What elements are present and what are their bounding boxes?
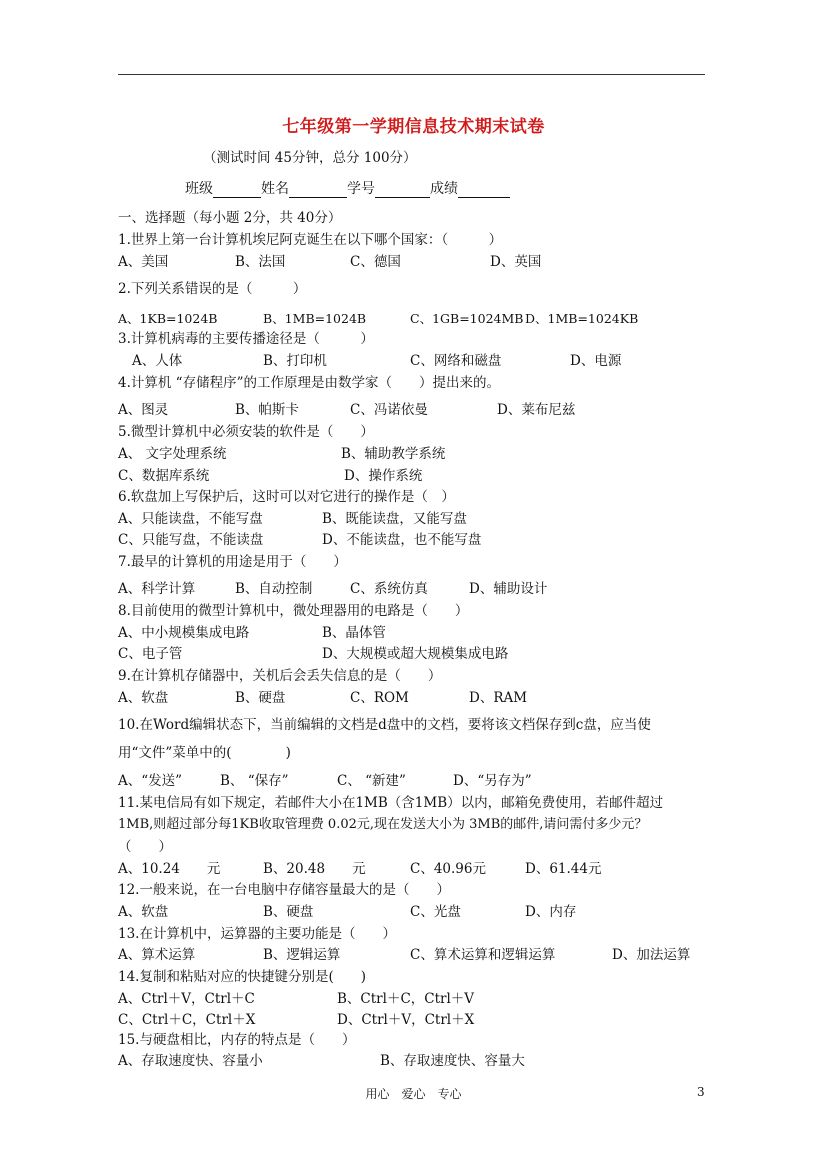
score-label: 成绩	[430, 181, 458, 197]
q7-option-c[interactable]: C、系统仿真	[350, 581, 428, 597]
q8-option-a[interactable]: A、中小规模集成电路	[118, 625, 250, 641]
q12-option-d[interactable]: D、内存	[525, 904, 577, 920]
q8-option-b[interactable]: B、晶体管	[322, 625, 386, 641]
q7-option-a[interactable]: A、科学计算	[118, 581, 196, 597]
q4-option-a[interactable]: A、图灵	[118, 402, 169, 418]
question-7-stem: 7.最早的计算机的用途是用于（ ）	[118, 554, 347, 570]
q1-option-d[interactable]: D、英国	[490, 254, 542, 270]
exam-title: 七年级第一学期信息技术期末试卷	[282, 117, 545, 137]
question-10-stem: 10.在Word编辑状态下，当前编辑的文档是d盘中的文档，要将该文档保存到c盘，应当使	[118, 717, 651, 733]
q11-option-a[interactable]: A、10.24 元	[118, 861, 221, 877]
q15-option-a[interactable]: A、存取速度快、容量小	[118, 1053, 263, 1069]
q1-option-b[interactable]: B、法国	[235, 254, 286, 270]
header-rule	[118, 74, 705, 75]
name-blank[interactable]	[289, 183, 347, 198]
q9-option-d[interactable]: D、RAM	[469, 690, 528, 706]
q15-option-b[interactable]: B、存取速度快、容量大	[380, 1053, 525, 1069]
q6-option-d[interactable]: D、不能读盘，也不能写盘	[322, 532, 482, 548]
exam-subtitle: （测试时间 45分钟，总分 100分）	[203, 150, 417, 166]
id-blank[interactable]	[375, 183, 430, 198]
q2-option-a[interactable]: A、1KB=1024B	[118, 311, 218, 326]
q2-option-d[interactable]: D、1MB=1024KB	[525, 311, 639, 326]
q2-option-c[interactable]: C、1GB=1024MB	[410, 311, 524, 326]
q4-option-b[interactable]: B、帕斯卡	[235, 402, 299, 418]
question-11-stem-paren: （ ）	[118, 839, 172, 855]
question-13-stem: 13.在计算机中，运算器的主要功能是（ ）	[118, 926, 396, 942]
question-12-stem: 12.一般来说，在一台电脑中存储容量最大的是（ ）	[118, 882, 450, 898]
question-8-stem: 8.目前使用的微型计算机中，微处理器用的电路是（ ）	[118, 603, 469, 619]
q9-option-a[interactable]: A、软盘	[118, 690, 169, 706]
q3-option-d[interactable]: D、电源	[570, 353, 622, 369]
question-2-stem: 2.下列关系错误的是（ ）	[118, 281, 307, 297]
class-label: 班级	[185, 181, 213, 197]
q5-option-a[interactable]: A、 文字处理系统	[118, 446, 227, 462]
question-15-stem: 15.与硬盘相比，内存的特点是（ ）	[118, 1032, 356, 1048]
q10-option-d[interactable]: D、“另存为”	[453, 773, 532, 789]
q4-option-d[interactable]: D、莱布尼兹	[497, 402, 576, 418]
id-label: 学号	[347, 181, 375, 197]
q13-option-c[interactable]: C、算术运算和逻辑运算	[410, 947, 556, 963]
q14-option-b[interactable]: B、Ctrl＋C，Ctrl＋V	[337, 991, 475, 1007]
question-1-stem: 1.世界上第一台计算机埃尼阿克诞生在以下哪个国家：（ ）	[118, 232, 503, 248]
q13-option-a[interactable]: A、算术运算	[118, 947, 196, 963]
page-footer: 用心 爱心 专心	[365, 1087, 462, 1101]
q6-option-b[interactable]: B、既能读盘，又能写盘	[322, 511, 467, 527]
q14-option-a[interactable]: A、Ctrl＋V，Ctrl＋C	[118, 991, 255, 1007]
q3-option-b[interactable]: B、打印机	[263, 353, 327, 369]
q12-option-b[interactable]: B、硬盘	[263, 904, 314, 920]
q5-option-b[interactable]: B、辅助教学系统	[341, 446, 446, 462]
q7-option-d[interactable]: D、辅助设计	[469, 581, 548, 597]
q12-option-a[interactable]: A、软盘	[118, 904, 169, 920]
q13-option-d[interactable]: D、加法运算	[612, 947, 691, 963]
q10-option-b[interactable]: B、 “保存”	[220, 773, 289, 789]
q11-option-b[interactable]: B、20.48 元	[263, 861, 366, 877]
q5-option-c[interactable]: C、数据库系统	[118, 468, 210, 484]
question-9-stem: 9.在计算机存储器中，关机后会丢失信息的是（ ）	[118, 668, 442, 684]
question-4-stem: 4.计算机 “存储程序”的工作原理是由数学家（ ）提出来的。	[118, 375, 500, 391]
question-11-stem: 11.某电信局有如下规定，若邮件大小在1MB（含1MB）以内，邮箱免费使用，若邮件超过	[118, 795, 664, 811]
q12-option-c[interactable]: C、光盘	[410, 904, 461, 920]
q7-option-b[interactable]: B、自动控制	[235, 581, 313, 597]
q3-option-c[interactable]: C、网络和磁盘	[410, 353, 502, 369]
q8-option-c[interactable]: C、电子管	[118, 646, 183, 662]
q11-option-d[interactable]: D、61.44元	[525, 861, 602, 877]
q9-option-c[interactable]: C、ROM	[350, 690, 409, 706]
name-label: 姓名	[261, 181, 289, 197]
q9-option-b[interactable]: B、硬盘	[235, 690, 286, 706]
q14-option-c[interactable]: C、Ctrl＋C，Ctrl＋X	[118, 1012, 256, 1028]
q6-option-c[interactable]: C、只能写盘，不能读盘	[118, 532, 264, 548]
page-number: 3	[697, 1085, 705, 1099]
question-6-stem: 6.软盘加上写保护后，这时可以对它进行的操作是（ ）	[118, 489, 455, 505]
q3-option-a[interactable]: A、人体	[132, 353, 183, 369]
q5-option-d[interactable]: D、操作系统	[344, 468, 423, 484]
q6-option-a[interactable]: A、只能读盘，不能写盘	[118, 511, 263, 527]
q1-option-c[interactable]: C、德国	[350, 254, 401, 270]
q4-option-c[interactable]: C、冯诺依曼	[350, 402, 428, 418]
question-11-stem-cont: 1MB,则超过部分每1KB收取管理费 0.02元,现在发送大小为 3MB的邮件,请问需付多少元？	[118, 817, 648, 832]
question-14-stem: 14.复制和粘贴对应的快捷键分别是( )	[118, 969, 367, 985]
section-heading: 一、选择题（每小题 2分，共 40分）	[118, 210, 342, 226]
q10-option-c[interactable]: C、 “新建”	[337, 773, 406, 789]
q1-option-a[interactable]: A、美国	[118, 254, 169, 270]
question-5-stem: 5.微型计算机中必须安装的软件是（ ）	[118, 424, 374, 440]
q13-option-b[interactable]: B、逻辑运算	[263, 947, 341, 963]
question-3-stem: 3.计算机病毒的主要传播途径是（ ）	[118, 331, 374, 347]
score-blank[interactable]	[458, 183, 510, 198]
class-blank[interactable]	[213, 183, 261, 198]
q14-option-d[interactable]: D、Ctrl＋V，Ctrl＋X	[337, 1012, 475, 1028]
q10-option-a[interactable]: A、“发送”	[118, 773, 183, 789]
q2-option-b[interactable]: B、1MB=1024B	[263, 311, 367, 326]
student-info-row	[185, 178, 510, 198]
question-10-stem-cont: 用“文件”菜单中的( )	[118, 745, 291, 761]
q8-option-d[interactable]: D、大规模或超大规模集成电路	[322, 646, 509, 662]
q11-option-c[interactable]: C、40.96元	[410, 861, 486, 877]
